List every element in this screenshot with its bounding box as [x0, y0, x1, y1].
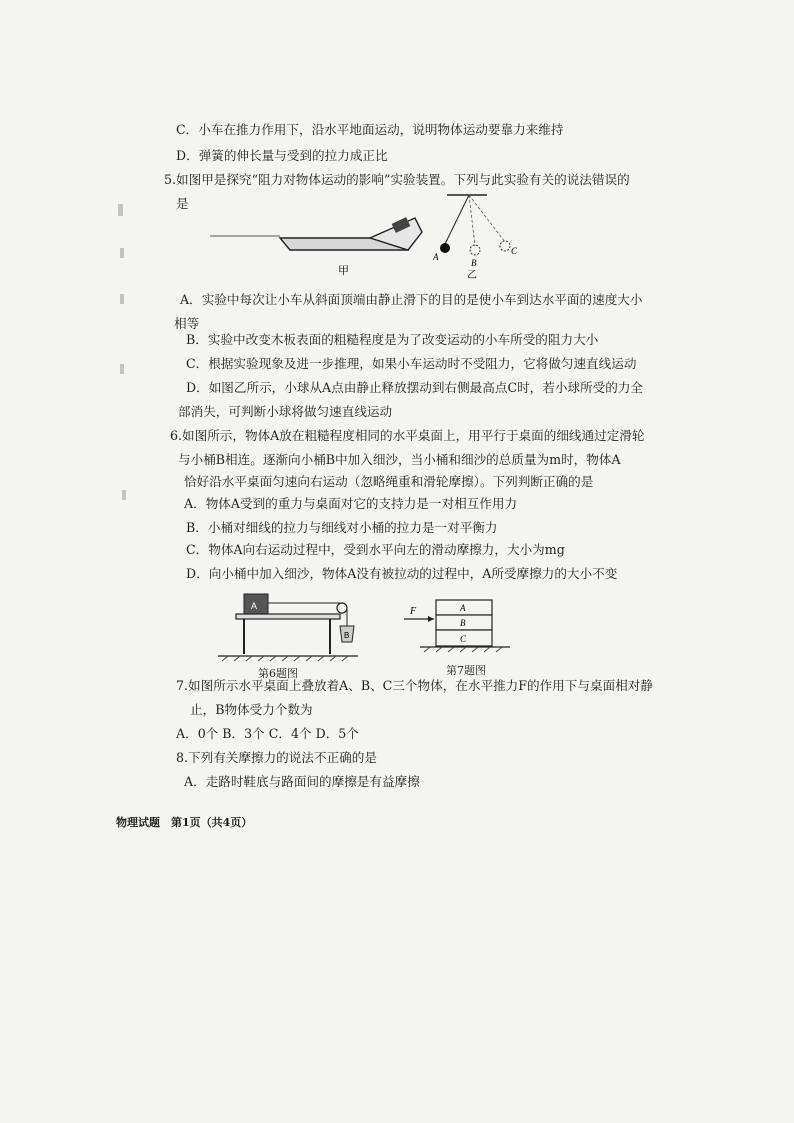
q6-stem-1: 6.如图所示，物体A放在粗糙程度相同的水平桌面上，用平行于桌面的细线通过定滑轮: [170, 428, 645, 443]
q5-option-d-1: D．如图乙所示，小球从A点由静止释放摆动到右侧最高点C时，若小球所受的力全: [186, 380, 644, 395]
fig6-bucket-label: B: [344, 631, 350, 640]
fig5-label-yi: 乙: [467, 270, 477, 280]
q8-stem: 8.下列有关摩擦力的说法不正确的是: [176, 750, 377, 765]
scan-smudge: [120, 248, 124, 258]
q5-option-a-1: A．实验中每次让小车从斜面顶端由静止滑下的目的是使小车到达水平面的速度大小: [180, 292, 643, 307]
figure-5-pendulum: [425, 190, 535, 280]
fig5-point-a: A: [433, 252, 439, 262]
figure-5-ramp: [210, 208, 435, 278]
fig7-force-label: F: [410, 606, 417, 617]
q7-stem-1: 7.如图所示水平桌面上叠放着A、B、C三个物体，在水平推力F的作用下与桌面相对静: [176, 678, 653, 693]
figure-7-blocks: [400, 594, 530, 664]
scan-smudge: [122, 490, 126, 500]
q4-option-d: D．弹簧的伸长量与受到的拉力成正比: [176, 148, 388, 163]
fig5-label-jia: 甲: [338, 265, 349, 277]
q5-stem-2: 是: [176, 196, 189, 211]
fig5-point-c: C: [511, 246, 518, 256]
q5-option-d-2: 部消失，可判断小球将做匀速直线运动: [178, 404, 393, 419]
q5-option-c: C．根据实验现象及进一步推理，如果小车运动时不受阻力，它将做匀速直线运动: [186, 356, 637, 371]
q5-stem-1: 5.如图甲是探究“阻力对物体运动的影响”实验装置。下列与此实验有关的说法错误的: [164, 172, 630, 187]
fig5-point-b: B: [471, 258, 477, 268]
q5-option-b: B．实验中改变木板表面的粗糙程度是为了改变运动的小车所受的阻力大小: [186, 332, 599, 347]
fig7-block-a: A: [460, 603, 466, 613]
fig6-block-label: A: [251, 601, 258, 611]
q5-option-a-2: 相等: [174, 316, 200, 331]
q6-option-b: B．小桶对细线的拉力与细线对小桶的拉力是一对平衡力: [186, 520, 498, 535]
fig7-block-c: C: [460, 634, 467, 644]
figure-7-caption: 第7题图: [446, 664, 486, 677]
scan-smudge: [120, 294, 124, 304]
q8-option-a: A．走路时鞋底与路面间的摩擦是有益摩擦: [184, 774, 420, 789]
figure-6-caption: 第6题图: [258, 667, 298, 680]
q7-options: A．0个 B．3个 C．4个 D．5个: [176, 726, 359, 741]
scan-smudge: [118, 204, 123, 216]
q6-stem-3: 恰好沿水平桌面匀速向右运动（忽略绳重和滑轮摩擦）。下列判断正确的是: [184, 474, 594, 489]
q6-option-a: A．物体A受到的重力与桌面对它的支持力是一对相互作用力: [184, 496, 518, 511]
q4-option-c: C．小车在推力作用下，沿水平地面运动，说明物体运动要靠力来维持: [176, 122, 564, 137]
figure-6-pulley: [218, 588, 368, 663]
fig7-block-b: B: [460, 618, 466, 628]
q6-option-d: D．向小桶中加入细沙，物体A没有被拉动的过程中，A所受摩擦力的大小不变: [186, 566, 618, 581]
page-footer: 物理试题 第1页（共4页）: [116, 816, 253, 829]
q7-stem-2: 止，B物体受力个数为: [190, 702, 313, 717]
q6-option-c: C．物体A向右运动过程中，受到水平向左的滑动摩擦力，大小为mg: [186, 542, 565, 557]
q6-stem-2: 与小桶B相连。逐渐向小桶B中加入细沙，当小桶和细沙的总质量为m时，物体A: [178, 452, 621, 467]
scan-smudge: [120, 364, 124, 374]
